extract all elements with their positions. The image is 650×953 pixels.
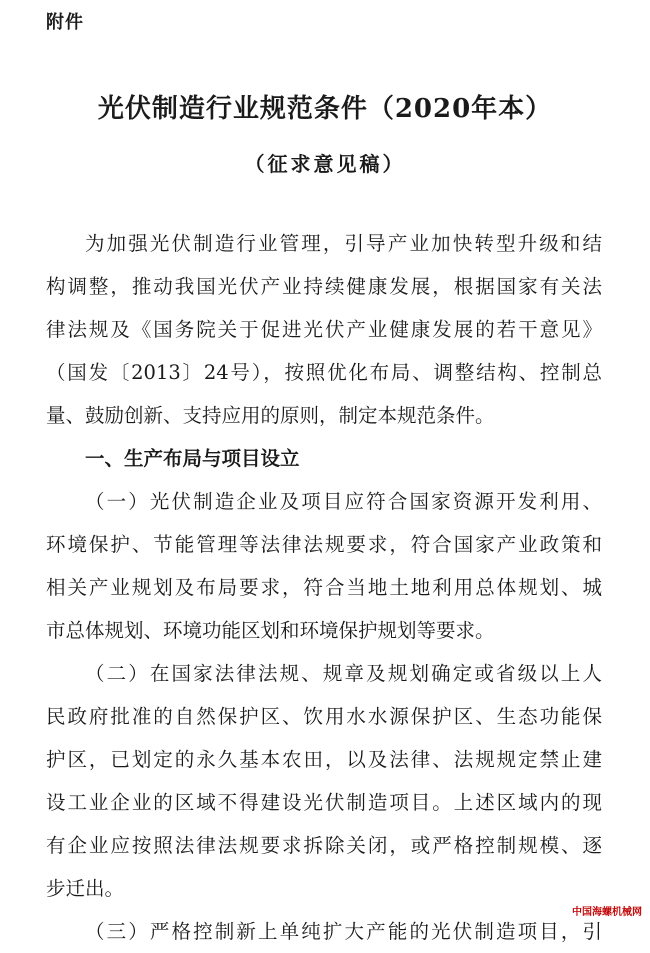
paragraph-line: 民政府批准的自然保护区、饮用水水源保护区、生态功能保	[46, 705, 602, 728]
paragraph-line: （二）在国家法律法规、规章及规划确定或省级以上人	[85, 662, 602, 685]
document-subtitle: （征求意见稿）	[244, 152, 406, 176]
site-watermark: 中国海螺机械网	[572, 907, 642, 918]
paragraph-line: 有企业应按照法律法规要求拆除关闭，或严格控制规模、逐	[46, 834, 602, 857]
paragraph-line: 相关产业规划及布局要求，符合当地土地利用总体规划、城	[46, 576, 602, 599]
paragraph-line: 为加强光伏制造行业管理，引导产业加快转型升级和结	[85, 232, 602, 255]
section-heading: 一、生产布局与项目设立	[85, 447, 300, 470]
paragraph-line: （一）光伏制造企业及项目应符合国家资源开发利用、	[85, 490, 602, 513]
paragraph-line: 步迁出。	[46, 877, 125, 900]
paragraph-line: 市总体规划、环境功能区划和环境保护规划等要求。	[46, 619, 495, 642]
paragraph-line: 设工业企业的区域不得建设光伏制造项目。上述区域内的现	[46, 791, 602, 814]
attachment-label: 附件	[46, 12, 84, 33]
document-title: 光伏制造行业规范条件（2020年本）	[97, 94, 553, 124]
paragraph-line-partial: （三）严格控制新上单纯扩大产能的光伏制造项目，引	[85, 920, 602, 943]
paragraph-line: 环境保护、节能管理等法律法规要求，符合国家产业政策和	[46, 533, 602, 556]
paragraph-line: 量、鼓励创新、支持应用的原则，制定本规范条件。	[46, 404, 495, 427]
paragraph-line: 护区，已划定的永久基本农田，以及法律、法规规定禁止建	[46, 748, 602, 771]
paragraph-line: 律法规及《国务院关于促进光伏产业健康发展的若干意见》	[46, 318, 602, 341]
paragraph-line: （国发〔2013〕24号），按照优化布局、调整结构、控制总	[46, 361, 602, 384]
paragraph-line: 构调整，推动我国光伏产业持续健康发展，根据国家有关法	[46, 275, 602, 298]
document-body	[46, 222, 602, 953]
